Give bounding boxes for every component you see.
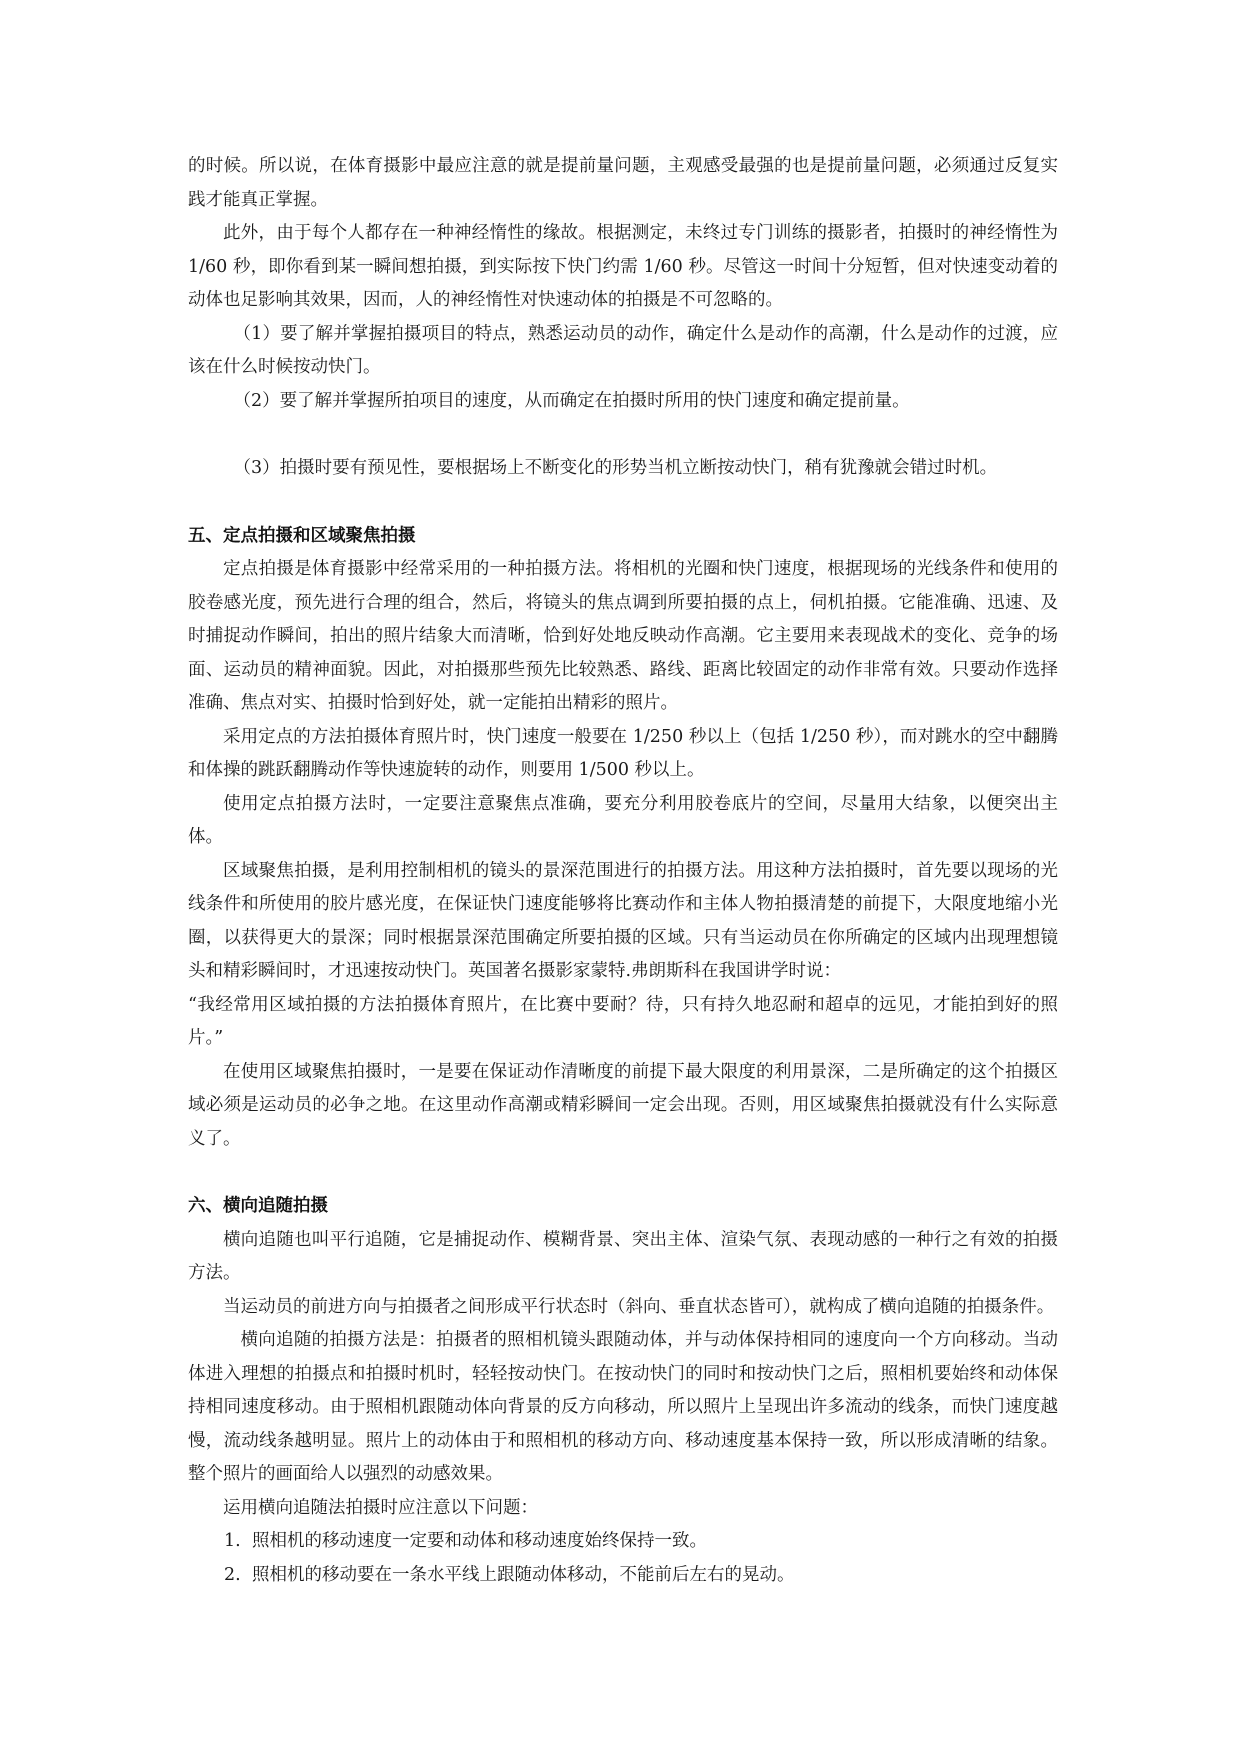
paragraph-continuation: 的时候。所以说，在体育摄影中最应注意的就是提前量问题，主观感受最强的也是提前量问题，必须通过反复实践才能真正掌握。	[188, 156, 1058, 210]
list-paragraph-3: （3）拍摄时要有预见性，要根据场上不断变化的形势当机立断按动快门，稍有犹豫就会错过时机。	[233, 458, 998, 478]
section5-paragraph: 使用定点拍摄方法时，一定要注意聚焦点准确，要充分利用胶卷底片的空间，尽量用大结象，以便突出主体。	[188, 793, 1058, 847]
paragraph-nerve-inertia: 此外，由于每个人都存在一种神经惰性的缘故。根据测定，未终过专门训练的摄影者，拍摄时的神经惰性为 1/60 秒，即你看到某一瞬间想拍摄，到实际按下快门约需 1/60 秒。尽管这一时间十分短暂，但对快速变动着的动体也足影响其效果，因而，人的神经惰性对快速动体的拍摄是不可忽略的。	[188, 223, 1058, 310]
section5-paragraph: 在使用区域聚焦拍摄时，一是要在保证动作清晰度的前提下最大限度的利用景深，二是所确定的这个拍摄区域必须是运动员的必争之地。在这里动作高潮或精彩瞬间一定会出现。否则，用区域聚焦拍摄就没有什么实际意义了。	[188, 1061, 1058, 1149]
list-number: 1.	[224, 1531, 241, 1551]
list-text: 照相机的移动要在一条水平线上跟随动体移动，不能前后左右的晃动。	[252, 1564, 795, 1585]
section6-paragraph: 横向追随也叫平行追随，它是捕捉动作、模糊背景、突出主体、渲染气氛、表现动感的一种行之有效的拍摄方法。	[188, 1229, 1058, 1283]
list-paragraph-1: （1）要了解并掌握拍摄项目的特点，熟悉运动员的动作，确定什么是动作的高潮，什么是动作的过渡，应该在什么时候按动快门。	[188, 323, 1058, 377]
numbered-list-item	[188, 1525, 1058, 1559]
section6-paragraph: 横向追随的拍摄方法是：拍摄者的照相机镜头跟随动体，并与动体保持相同的速度向一个方向移动。当动体进入理想的拍摄点和拍摄时机时，轻轻按动快门。在按动快门的同时和按动快门之后，照相机要始终和动体保持相同速度移动。由于照相机跟随动体向背景的反方向移动，所以照片上呈现出许多流动的线条，而快门速度越慢，流动线条越明显。照片上的动体由于和照相机的移动方向、移动速度基本保持一致，所以形成清晰的结象。整个照片的画面给人以强烈的动感效果。	[188, 1330, 1058, 1484]
section-heading-6: 六、横向追随拍摄	[188, 1196, 328, 1216]
list-number: 2.	[224, 1564, 241, 1585]
section5-paragraph: 定点拍摄是体育摄影中经常采用的一种拍摄方法。将相机的光圈和快门速度，根据现场的光线条件和使用的胶卷感光度，预先进行合理的组合，然后，将镜头的焦点调到所要拍摄的点上，伺机拍摄。它能准确、迅速、及时捕捉动作瞬间，拍出的照片结象大而清晰，恰到好处地反映动作高潮。它主要用来表现战术的变化、竞争的场面、运动员的精神面貌。因此，对拍摄那些预先比较熟悉、路线、距离比较固定的动作非常有效。只要动作选择准确、焦点对实、拍摄时恰到好处，就一定能拍出精彩的照片。	[188, 559, 1058, 713]
numbered-list-item	[188, 1559, 1058, 1593]
list-paragraph-2: （2）要了解并掌握所拍项目的速度，从而确定在拍摄时所用的快门速度和确定提前量。	[233, 390, 910, 411]
document-page	[188, 150, 1058, 1592]
section5-paragraph: 采用定点的方法拍摄体育照片时，快门速度一般要在 1/250 秒以上（包括 1/250 秒），而对跳水的空中翻腾和体操的跳跃翻腾动作等快速旋转的动作，则要用 1/500 秒以上。	[188, 726, 1058, 780]
section6-paragraph: 运用横向追随法拍摄时应注意以下问题：	[223, 1497, 538, 1518]
section-heading-5: 五、定点拍摄和区域聚焦拍摄	[188, 525, 416, 546]
section5-quote: “我经常用区域拍摄的方法拍摄体育照片，在比赛中要耐？待，只有持久地忍耐和超卓的远见，才能拍到好的照片。”	[188, 994, 1058, 1048]
section6-paragraph: 当运动员的前进方向与拍摄者之间形成平行状态时（斜向、垂直状态皆可），就构成了横向追随的拍摄条件。	[223, 1296, 1055, 1317]
list-text: 照相机的移动速度一定要和动体和移动速度始终保持一致。	[252, 1531, 707, 1551]
section5-paragraph: 区域聚焦拍摄，是利用控制相机的镜头的景深范围进行的拍摄方法。用这种方法拍摄时，首先要以现场的光线条件和所使用的胶片感光度，在保证快门速度能够将比赛动作和主体人物拍摄清楚的前提下，大限度地缩小光圈，以获得更大的景深；同时根据景深范围确定所要拍摄的区域。只有当运动员在你所确定的区域内出现理想镜头和精彩瞬间时，才迅速按动快门。英国著名摄影家蒙特.弗朗斯科在我国讲学时说：	[188, 860, 1058, 981]
